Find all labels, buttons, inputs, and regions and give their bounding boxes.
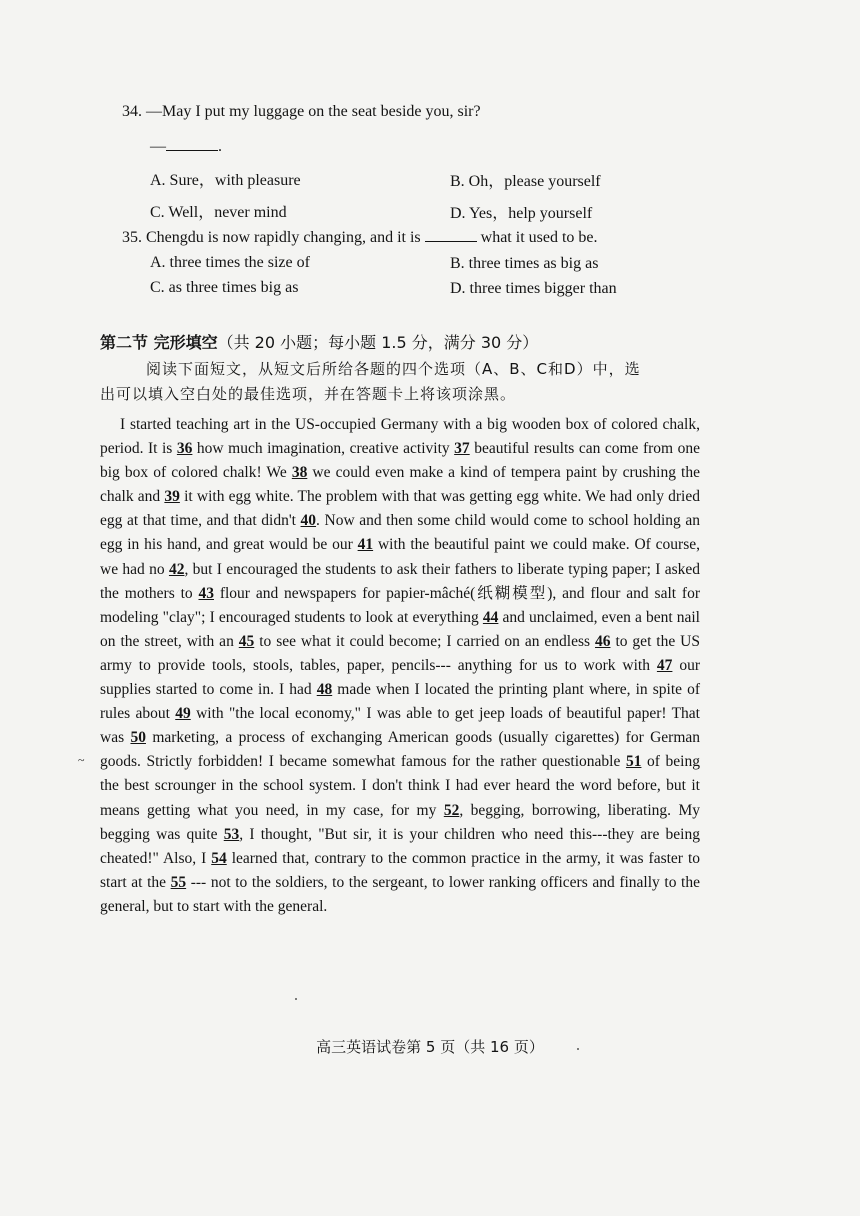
page-footer: 高三英语试卷第 5 页（共 16 页）	[316, 1038, 544, 1056]
answer-period: .	[218, 138, 222, 155]
scan-mark: ~	[78, 753, 85, 767]
question-35-option-c: C. as three times big as	[150, 279, 299, 296]
passage-text: marketing, a process of exchanging American goods (usually cigarettes) for German goods. Strictly forbidden! I became somewhat famous for the rather questionable	[100, 729, 701, 771]
blank-52: 52	[443, 801, 460, 819]
blank-43: 43	[198, 584, 214, 602]
blank-47: 47	[656, 656, 673, 674]
passage-text: --- not to the soldiers, to the sergeant, to lower ranking officers and finally to the general, but to start with the general.	[100, 873, 700, 915]
passage-text: , begging, borrowing, liberating. My begging was quite	[100, 801, 700, 843]
passage-text: I started teaching art in the US-occupied Germany with a big wooden box of colored chalk, period. It is	[100, 416, 700, 458]
question-35-option-d: D. three times bigger than	[450, 280, 617, 297]
blank-39: 39	[164, 488, 180, 506]
section-instruction-line-1: 阅读下面短文，从短文后所给各题的四个选项（A、B、C和D）中，选	[146, 360, 641, 378]
passage-text: it with egg white. The problem with that was getting egg white. We had only dried egg at that time, and that didn't	[100, 488, 700, 530]
cloze-passage	[100, 413, 700, 919]
question-35-option-b: B. three times as big as	[450, 255, 599, 272]
passage-text: of being the best scrounger in the school system. I don't think I had ever heard the word before, but it means getting what you need, in my case, for my	[100, 753, 700, 819]
blank-54: 54	[211, 849, 227, 867]
passage-text: to see what it could become; I carried on an endless	[254, 632, 595, 650]
question-34-answer-blank	[150, 138, 222, 156]
question-34-option-c: C. Well，never mind	[150, 204, 287, 221]
passage-text: learned that, contrary to the common practice in the army, it was faster to start at the	[100, 849, 701, 891]
blank-41: 41	[357, 536, 374, 554]
passage-text: how much imagination, creative activity	[192, 440, 455, 458]
blank-51: 51	[625, 753, 642, 771]
passage-text: with the beautiful paint we could make. Of course, we had no	[100, 536, 700, 578]
blank-42: 42	[168, 560, 185, 578]
passage-text: with "the local economy," I was able to get jeep loads of beautiful paper! That was	[100, 705, 700, 747]
blank-50: 50	[130, 729, 146, 747]
blank-36: 36	[176, 440, 193, 458]
question-35-option-a: A. three times the size of	[150, 254, 310, 271]
section-instruction-line-2: 出可以填入空白处的最佳选项，并在答题卡上将该项涂黑。	[100, 385, 517, 403]
passage-text: our supplies started to come in. I had	[100, 656, 700, 699]
passage-text: , but I encouraged the students to ask their fathers to liberate typing paper; I asked the mothers to	[100, 560, 700, 602]
blank-37: 37	[454, 440, 470, 458]
stem-after: what it used to be.	[480, 229, 598, 246]
passage-text: flour and newspapers for papier-mâché(纸糊模型), and flour and salt for modeling "clay"; I encouraged students to look at everything	[100, 584, 700, 626]
section-meta: （共 20 小题；每小题 1.5 分，满分 30 分）	[217, 333, 539, 352]
section-title: 第二节 完形填空	[100, 333, 218, 352]
passage-text: we could even make a kind of tempera paint by crushing the chalk and	[100, 464, 700, 506]
passage-text: and unclaimed, even a bent nail on the street, with an	[100, 608, 700, 650]
scan-speck	[295, 998, 297, 1000]
passage-text: beautiful results can come from one big box of colored chalk! We	[100, 440, 701, 482]
question-34-option-a: A. Sure，with pleasure	[150, 172, 301, 189]
blank-line	[425, 240, 477, 242]
passage-text: , I thought, "But sir, it is your children who need this---they are being cheated!" Also, I	[100, 825, 700, 867]
blank-45: 45	[238, 632, 255, 650]
question-34-option-d: D. Yes，help yourself	[450, 205, 593, 222]
blank-line	[166, 149, 218, 151]
blank-46: 46	[595, 632, 611, 650]
passage-text: . Now and then some child would come to school holding an egg in his hand, and great would be our	[100, 512, 700, 554]
question-35-stem	[122, 229, 598, 247]
question-34-stem: 34. —May I put my luggage on the seat beside you, sir?	[122, 103, 481, 120]
blank-44: 44	[482, 608, 499, 626]
passage-text: made when I located the printing plant where, in spite of rules about	[100, 681, 701, 723]
blank-48: 48	[316, 681, 333, 699]
blank-40: 40	[300, 512, 317, 530]
passage-text: to get the US army to provide tools, stools, tables, paper, pencils--- anything for us to work with	[100, 632, 700, 674]
question-34-option-b: B. Oh，please yourself	[450, 173, 601, 190]
blank-49: 49	[175, 705, 191, 723]
blank-55: 55	[170, 873, 187, 891]
blank-38: 38	[291, 464, 308, 482]
section-heading	[100, 330, 538, 353]
blank-53: 53	[223, 825, 240, 843]
stem-before: 35. Chengdu is now rapidly changing, and it is	[122, 229, 421, 246]
answer-dash: —	[150, 138, 166, 155]
